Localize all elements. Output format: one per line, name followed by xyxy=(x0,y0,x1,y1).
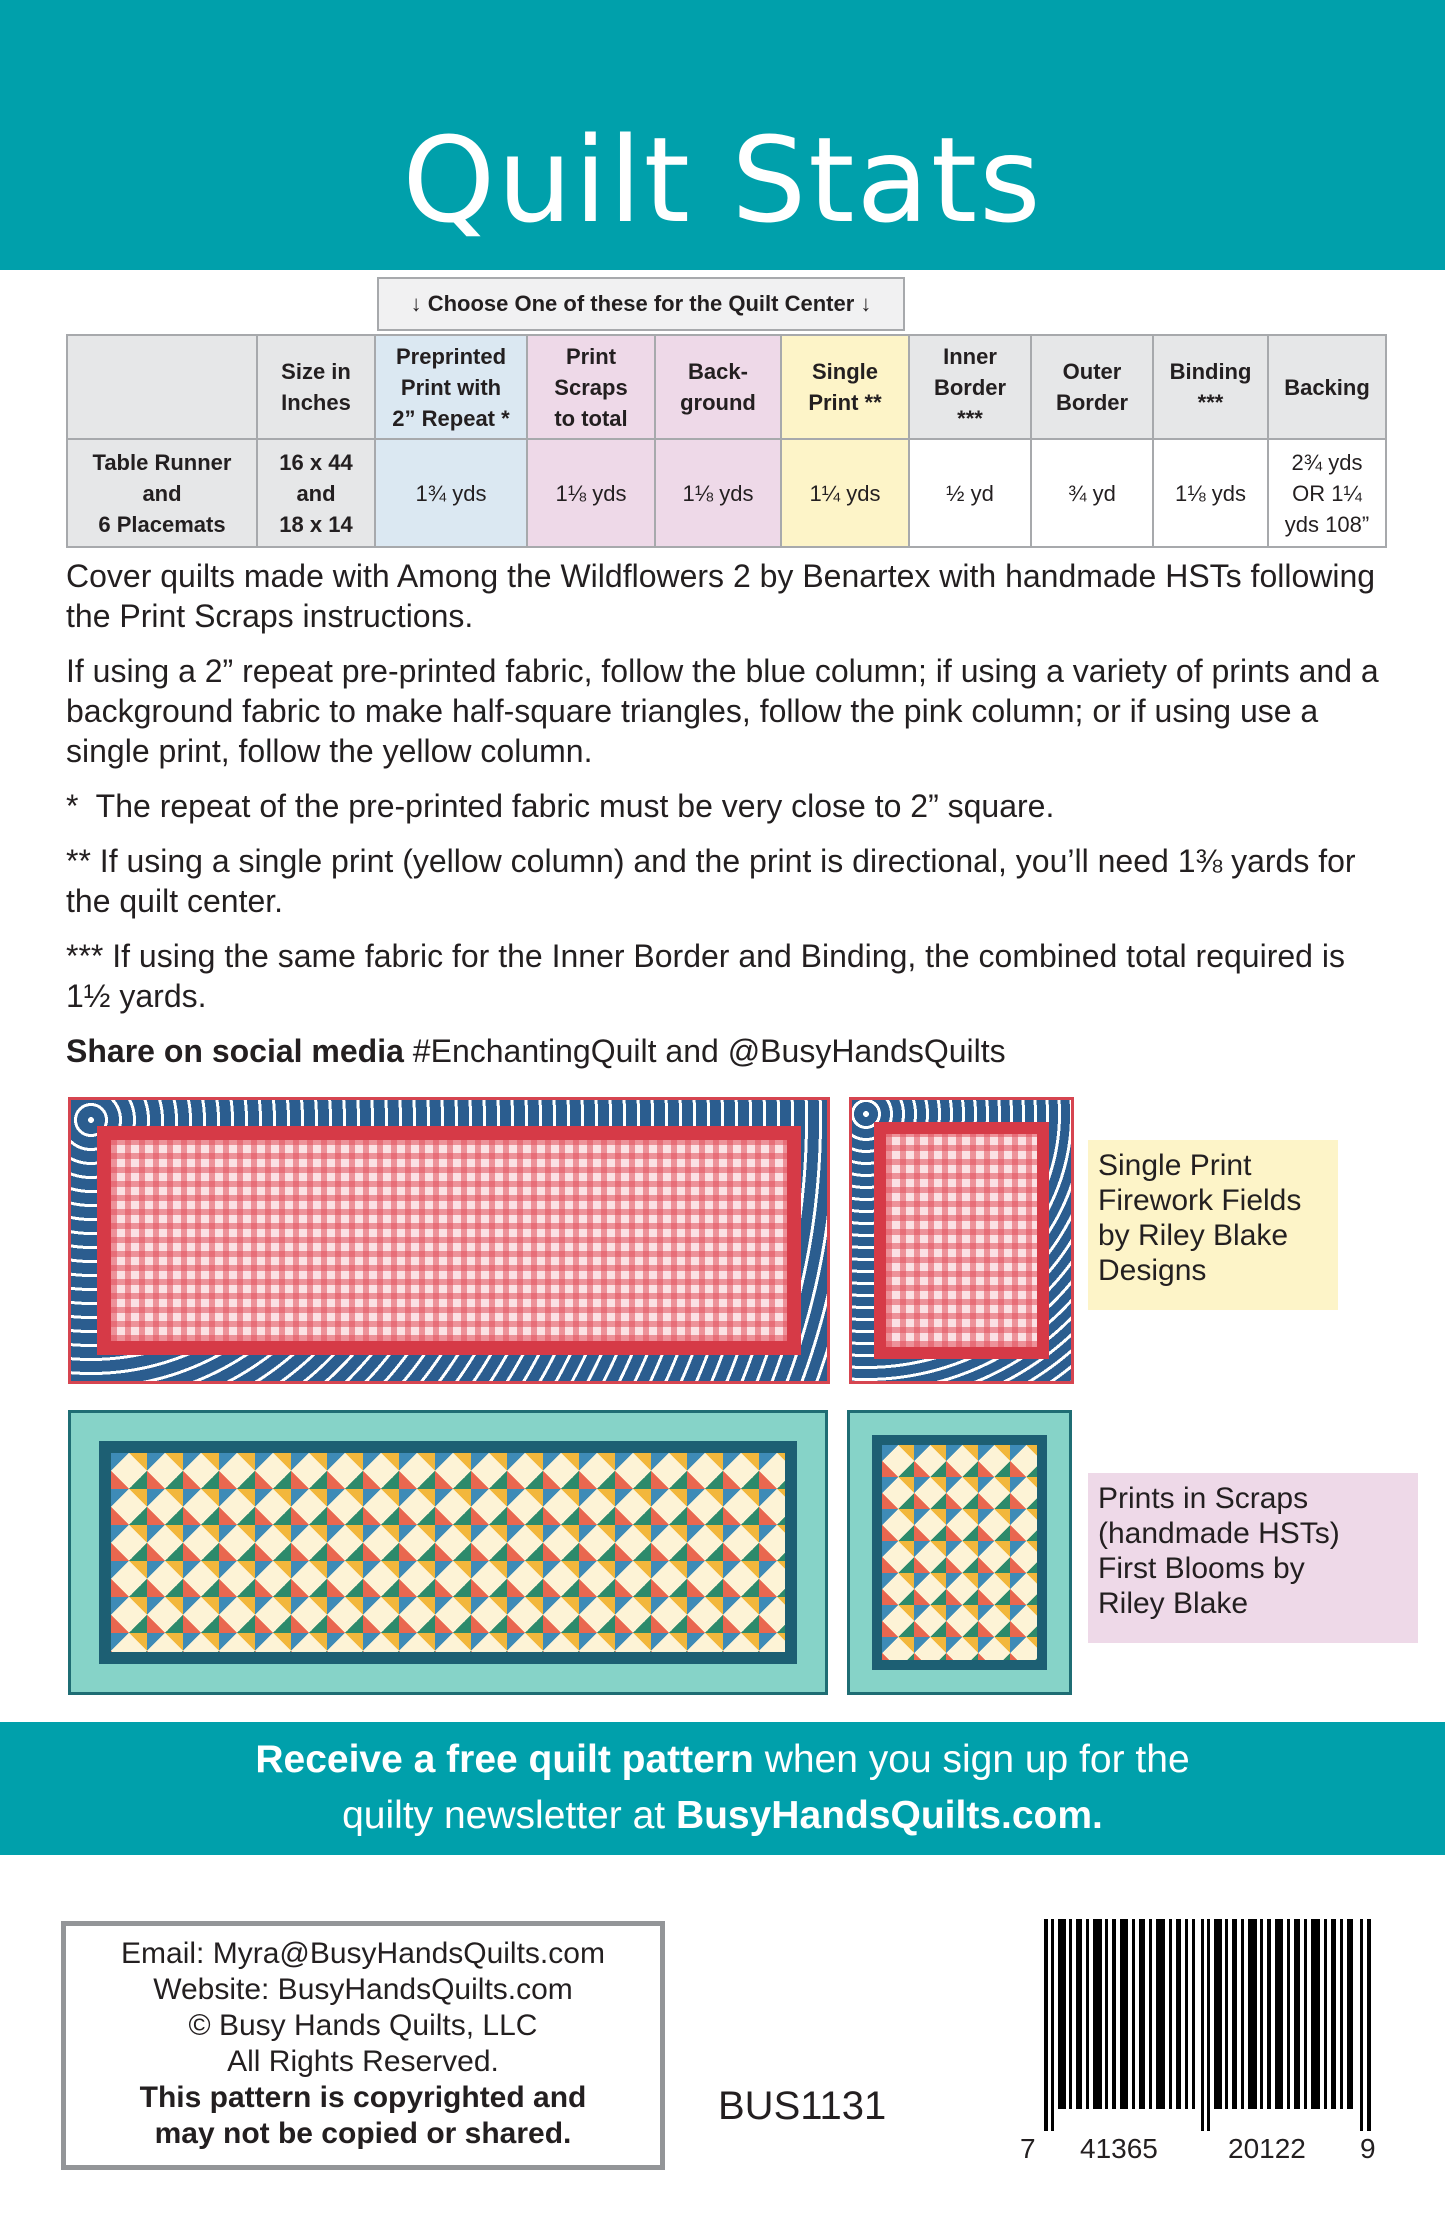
caption-line: Prints in Scraps xyxy=(1098,1482,1309,1515)
table-row xyxy=(67,439,1386,547)
header-line: Print ** xyxy=(808,390,882,415)
header-line: Scraps xyxy=(554,374,628,400)
promo-line-2 xyxy=(0,1788,1445,1844)
header-line: Backing xyxy=(1284,374,1370,400)
contact-rights: All Rights Reserved. xyxy=(227,2045,499,2078)
cell-binding: 1⅛ yds xyxy=(1153,439,1268,547)
header-line: 2” Repeat * xyxy=(392,405,510,431)
backing-line: yds 108” xyxy=(1284,511,1370,537)
gingham-center xyxy=(97,1126,801,1355)
footnote-2: ** If using a single print (yellow column) and the print is directional, you’ll need 1⅜ yards for the quilt center. xyxy=(66,843,1356,919)
header-line: *** xyxy=(1197,390,1224,415)
header-line: Single xyxy=(811,359,878,384)
choose-one-label: ↓ Choose One of these for the Quilt Center ↓ xyxy=(377,277,905,331)
cell-background: 1⅛ yds xyxy=(655,439,781,547)
header-inner-border xyxy=(909,335,1031,439)
barcode-digit-first: 7 xyxy=(1020,2133,1036,2164)
contact-box xyxy=(61,1921,665,2170)
row-size-line: 18 x 14 xyxy=(279,511,353,537)
page-title: Quilt Stats xyxy=(402,111,1043,249)
scraps-caption xyxy=(1088,1473,1418,1643)
paragraph-column-guide: If using a 2” repeat pre-printed fabric, follow the blue column; if using a variety of prints and a background fabric to make half-square triangles, follow the pink column; or if using use a single print, follow the yellow column. xyxy=(66,653,1379,769)
promo-rest-2: quilty newsletter at xyxy=(342,1794,676,1837)
backing-line: 2¾ yds xyxy=(1291,449,1363,475)
single-print-table-runner-image xyxy=(68,1097,830,1384)
header-line: Binding xyxy=(1169,359,1252,384)
caption-line: First Blooms by xyxy=(1098,1552,1305,1585)
gingham-center xyxy=(874,1122,1049,1359)
header-line: Back- xyxy=(688,359,748,384)
contact-email[interactable]: Email: Myra@BusyHandsQuilts.com xyxy=(121,1937,605,1970)
cell-outer-border: ¾ yd xyxy=(1031,439,1153,547)
caption-line: by Riley Blake xyxy=(1098,1219,1289,1252)
backing-line: OR 1¼ xyxy=(1292,480,1362,506)
scraps-placemat-image xyxy=(847,1410,1072,1695)
row-label-line: and xyxy=(142,480,182,506)
contact-copyright: © Busy Hands Quilts, LLC xyxy=(188,2009,538,2042)
barcode-digit-last: 9 xyxy=(1360,2133,1376,2164)
promo-bold-1: Receive a free quilt pattern xyxy=(255,1738,754,1781)
header-size-line: Inches xyxy=(281,390,351,415)
header-size-line: Size in xyxy=(281,359,351,384)
hst-center xyxy=(872,1435,1047,1670)
header-binding xyxy=(1153,335,1268,439)
quilt-stats-table xyxy=(66,334,1387,548)
row-label xyxy=(67,439,257,547)
newsletter-promo-banner xyxy=(0,1722,1445,1855)
header-line: Border xyxy=(1055,390,1129,415)
cell-backing xyxy=(1268,439,1386,547)
copyright-notice-2: may not be copied or shared. xyxy=(154,2117,572,2150)
cell-single-print: 1¼ yds xyxy=(781,439,909,547)
header-line: to total xyxy=(554,405,628,431)
product-code: BUS1131 xyxy=(718,2084,887,2128)
share-line xyxy=(66,1031,1386,1071)
table-header-row xyxy=(67,335,1386,439)
header-line: Outer xyxy=(1062,359,1122,384)
promo-line-1 xyxy=(255,1738,1189,1781)
header-banner xyxy=(0,0,1445,270)
row-size-line: 16 x 44 xyxy=(279,449,353,475)
single-print-placemat-image xyxy=(849,1097,1074,1384)
header-preprinted xyxy=(375,335,527,439)
scraps-table-runner-image xyxy=(68,1410,828,1695)
share-hashtags: #EnchantingQuilt and @BusyHandsQuilts xyxy=(403,1033,1006,1069)
barcode-bars xyxy=(1042,1919,1377,2131)
caption-line: Designs xyxy=(1098,1254,1207,1287)
share-label: Share on social media xyxy=(66,1033,404,1069)
header-print-scraps xyxy=(527,335,655,439)
cell-preprinted: 1¾ yds xyxy=(375,439,527,547)
row-label-line: Table Runner xyxy=(92,449,232,475)
barcode-digits-left: 41365 xyxy=(1080,2133,1158,2164)
row-size-line: and xyxy=(296,480,336,506)
footnote-3: *** If using the same fabric for the Inner Border and Binding, the combined total required is 1½ yards. xyxy=(66,938,1345,1014)
header-single-print xyxy=(781,335,909,439)
body-text xyxy=(66,556,1386,1086)
barcode-image xyxy=(1042,1919,1377,2159)
header-line: Inner xyxy=(943,343,997,369)
cell-inner-border: ½ yd xyxy=(909,439,1031,547)
header-line: Print with xyxy=(400,374,502,400)
header-line: ground xyxy=(680,390,756,415)
promo-website-link[interactable]: BusyHandsQuilts.com. xyxy=(675,1794,1103,1837)
header-background xyxy=(655,335,781,439)
paragraph-cover-quilts: Cover quilts made with Among the Wildflowers 2 by Benartex with handmade HSTs following the Print Scraps instructions. xyxy=(66,558,1376,634)
header-blank xyxy=(67,335,257,439)
header-outer-border xyxy=(1031,335,1153,439)
hst-center xyxy=(99,1441,797,1664)
row-size xyxy=(257,439,375,547)
header-size xyxy=(257,335,375,439)
row-label-line: 6 Placemats xyxy=(98,511,226,537)
header-backing xyxy=(1268,335,1386,439)
cell-print-scraps: 1⅛ yds xyxy=(527,439,655,547)
header-line: *** xyxy=(957,405,983,431)
caption-line: Riley Blake xyxy=(1098,1587,1249,1620)
footnote-1: * The repeat of the pre-printed fabric must be very close to 2” square. xyxy=(66,788,1055,824)
barcode-digits-right: 20122 xyxy=(1228,2133,1306,2164)
header-line: Preprinted xyxy=(395,343,507,369)
caption-line: Firework Fields xyxy=(1098,1184,1302,1217)
contact-website[interactable]: Website: BusyHandsQuilts.com xyxy=(153,1973,573,2006)
header-line: Border xyxy=(933,374,1007,400)
caption-line: Single Print xyxy=(1098,1149,1252,1182)
caption-line: (handmade HSTs) xyxy=(1098,1517,1340,1550)
header-line: Print xyxy=(565,343,617,369)
copyright-notice-1: This pattern is copyrighted and xyxy=(139,2081,587,2114)
single-print-caption xyxy=(1088,1140,1338,1310)
promo-rest-1: when you sign up for the xyxy=(753,1738,1190,1781)
